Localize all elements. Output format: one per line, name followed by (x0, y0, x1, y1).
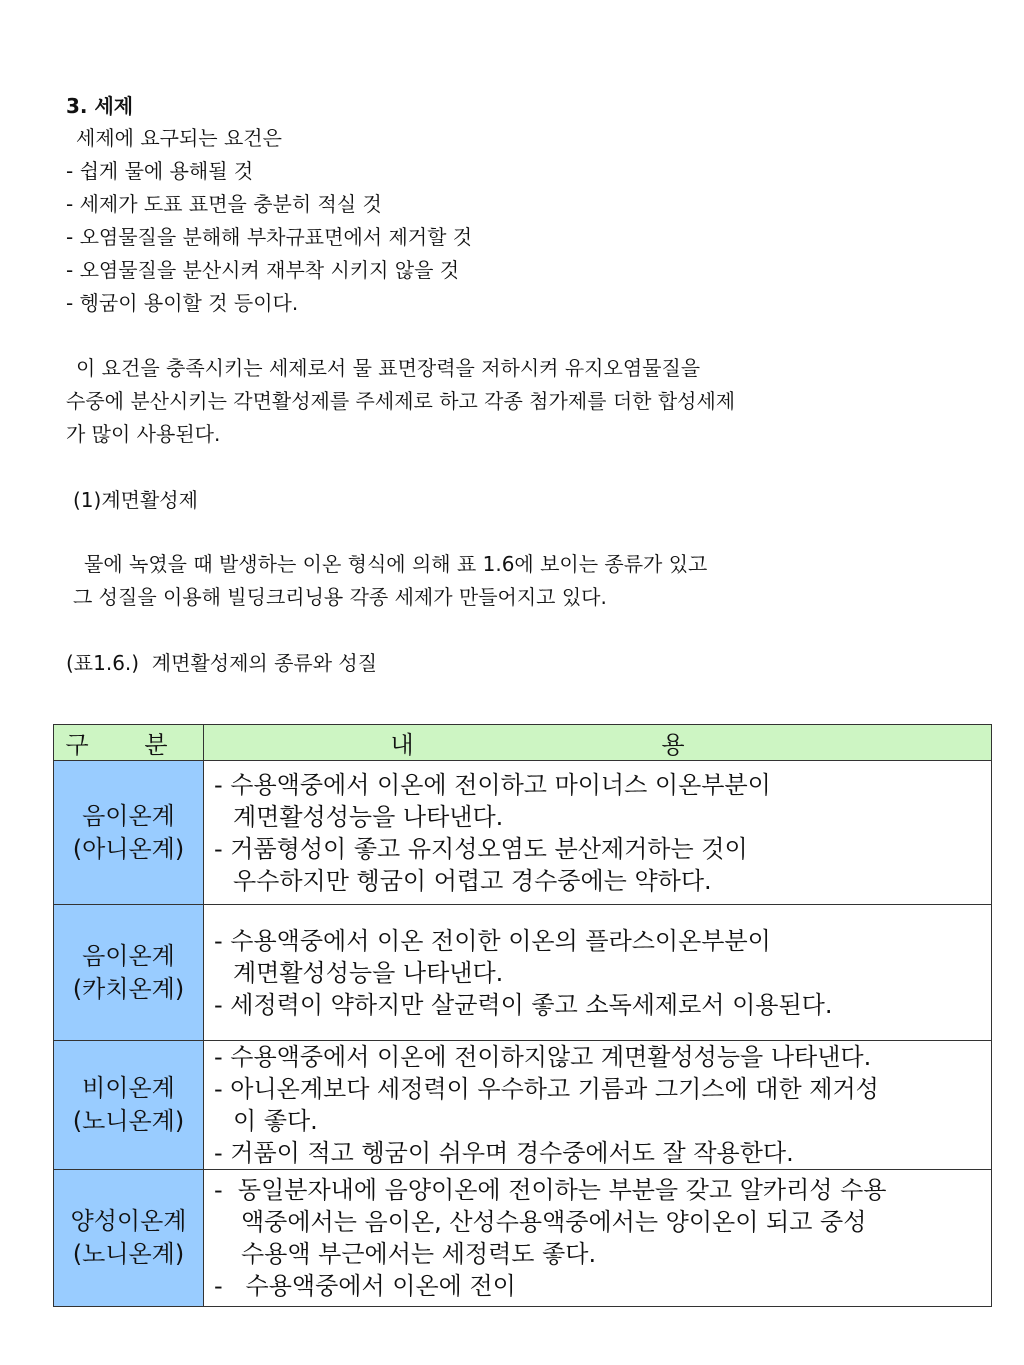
table-row (54, 1041, 992, 1170)
paragraph-line: 가 많이 사용된다. (66, 422, 221, 446)
paragraph-line: 이 요건을 충족시키는 세제로서 물 표면장력을 저하시켜 유지오염물질을 (76, 356, 701, 380)
intro-line: - 세제가 도표 표면을 충분히 적실 것 (66, 192, 382, 216)
header-category: 구 분 (54, 725, 204, 761)
category-cell: 음이온계 (카치온계) (54, 905, 204, 1041)
intro-line: - 오염물질을 분산시켜 재부착 시키지 않을 것 (66, 258, 460, 282)
paragraph-line: 물에 녹였을 때 발생하는 이온 형식에 의해 표 1.6에 보이는 종류가 있고 (84, 552, 708, 576)
category-cell: 양성이온계 (노니온계) (54, 1170, 204, 1307)
paragraph-line: 수중에 분산시키는 각면활성제를 주세제로 하고 각종 첨가제를 더한 합성세제 (66, 389, 736, 413)
subheading: (1)계면활성제 (73, 488, 198, 512)
section-title: 3. 세제 (66, 94, 134, 118)
intro-line: - 오염물질을 분해해 부차규표면에서 제거할 것 (66, 225, 473, 249)
content-cell: - 수용액중에서 이온에 전이하고 마이너스 이온부분이 계면활성성능을 나타낸다. - 거품형성이 좋고 유지성오염도 분산제거하는 것이 우수하지만 헹굼이 어렵고 경수중에는 약하다. (204, 761, 992, 905)
category-cell: 비이온계 (노니온계) (54, 1041, 204, 1170)
table-row (54, 1170, 992, 1307)
paragraph-line: 그 성질을 이용해 빌딩크리닝용 각종 세제가 만들어지고 있다. (73, 585, 607, 609)
content-cell: - 수용액중에서 이온 전이한 이온의 플라스이온부분이 계면활성성능을 나타낸다. - 세정력이 약하지만 살균력이 좋고 소독세제로서 이용된다. (204, 905, 992, 1041)
table-row (54, 761, 992, 905)
content-cell: - 수용액중에서 이온에 전이하지않고 계면활성성능을 나타낸다. - 아니온계보다 세정력이 우수하고 기름과 그기스에 대한 제거성 이 좋다. - 거품이 적고 헹굼이 쉬우며 경수중에서도 잘 작용한다. (204, 1041, 992, 1170)
table-row (54, 905, 992, 1041)
intro-line: - 쉽게 물에 용해될 것 (66, 159, 254, 183)
table-caption: (표1.6.) 계면활성제의 종류와 성질 (66, 651, 378, 675)
category-cell: 음이온계 (아니온계) (54, 761, 204, 905)
intro-line: 세제에 요구되는 요건은 (76, 126, 282, 150)
header-content: 내 용 (204, 725, 992, 761)
intro-line: - 헹굼이 용이할 것 등이다. (66, 291, 299, 315)
content-cell: - 동일분자내에 음양이온에 전이하는 부분을 갖고 알카리성 수용 액중에서는 음이온, 산성수용액중에서는 양이온이 되고 중성 수용액 부근에서는 세정력도 좋다. - 수용액중에서 이온에 전이 (204, 1170, 992, 1307)
table-header-row (54, 725, 992, 761)
surfactant-table (53, 724, 992, 1307)
